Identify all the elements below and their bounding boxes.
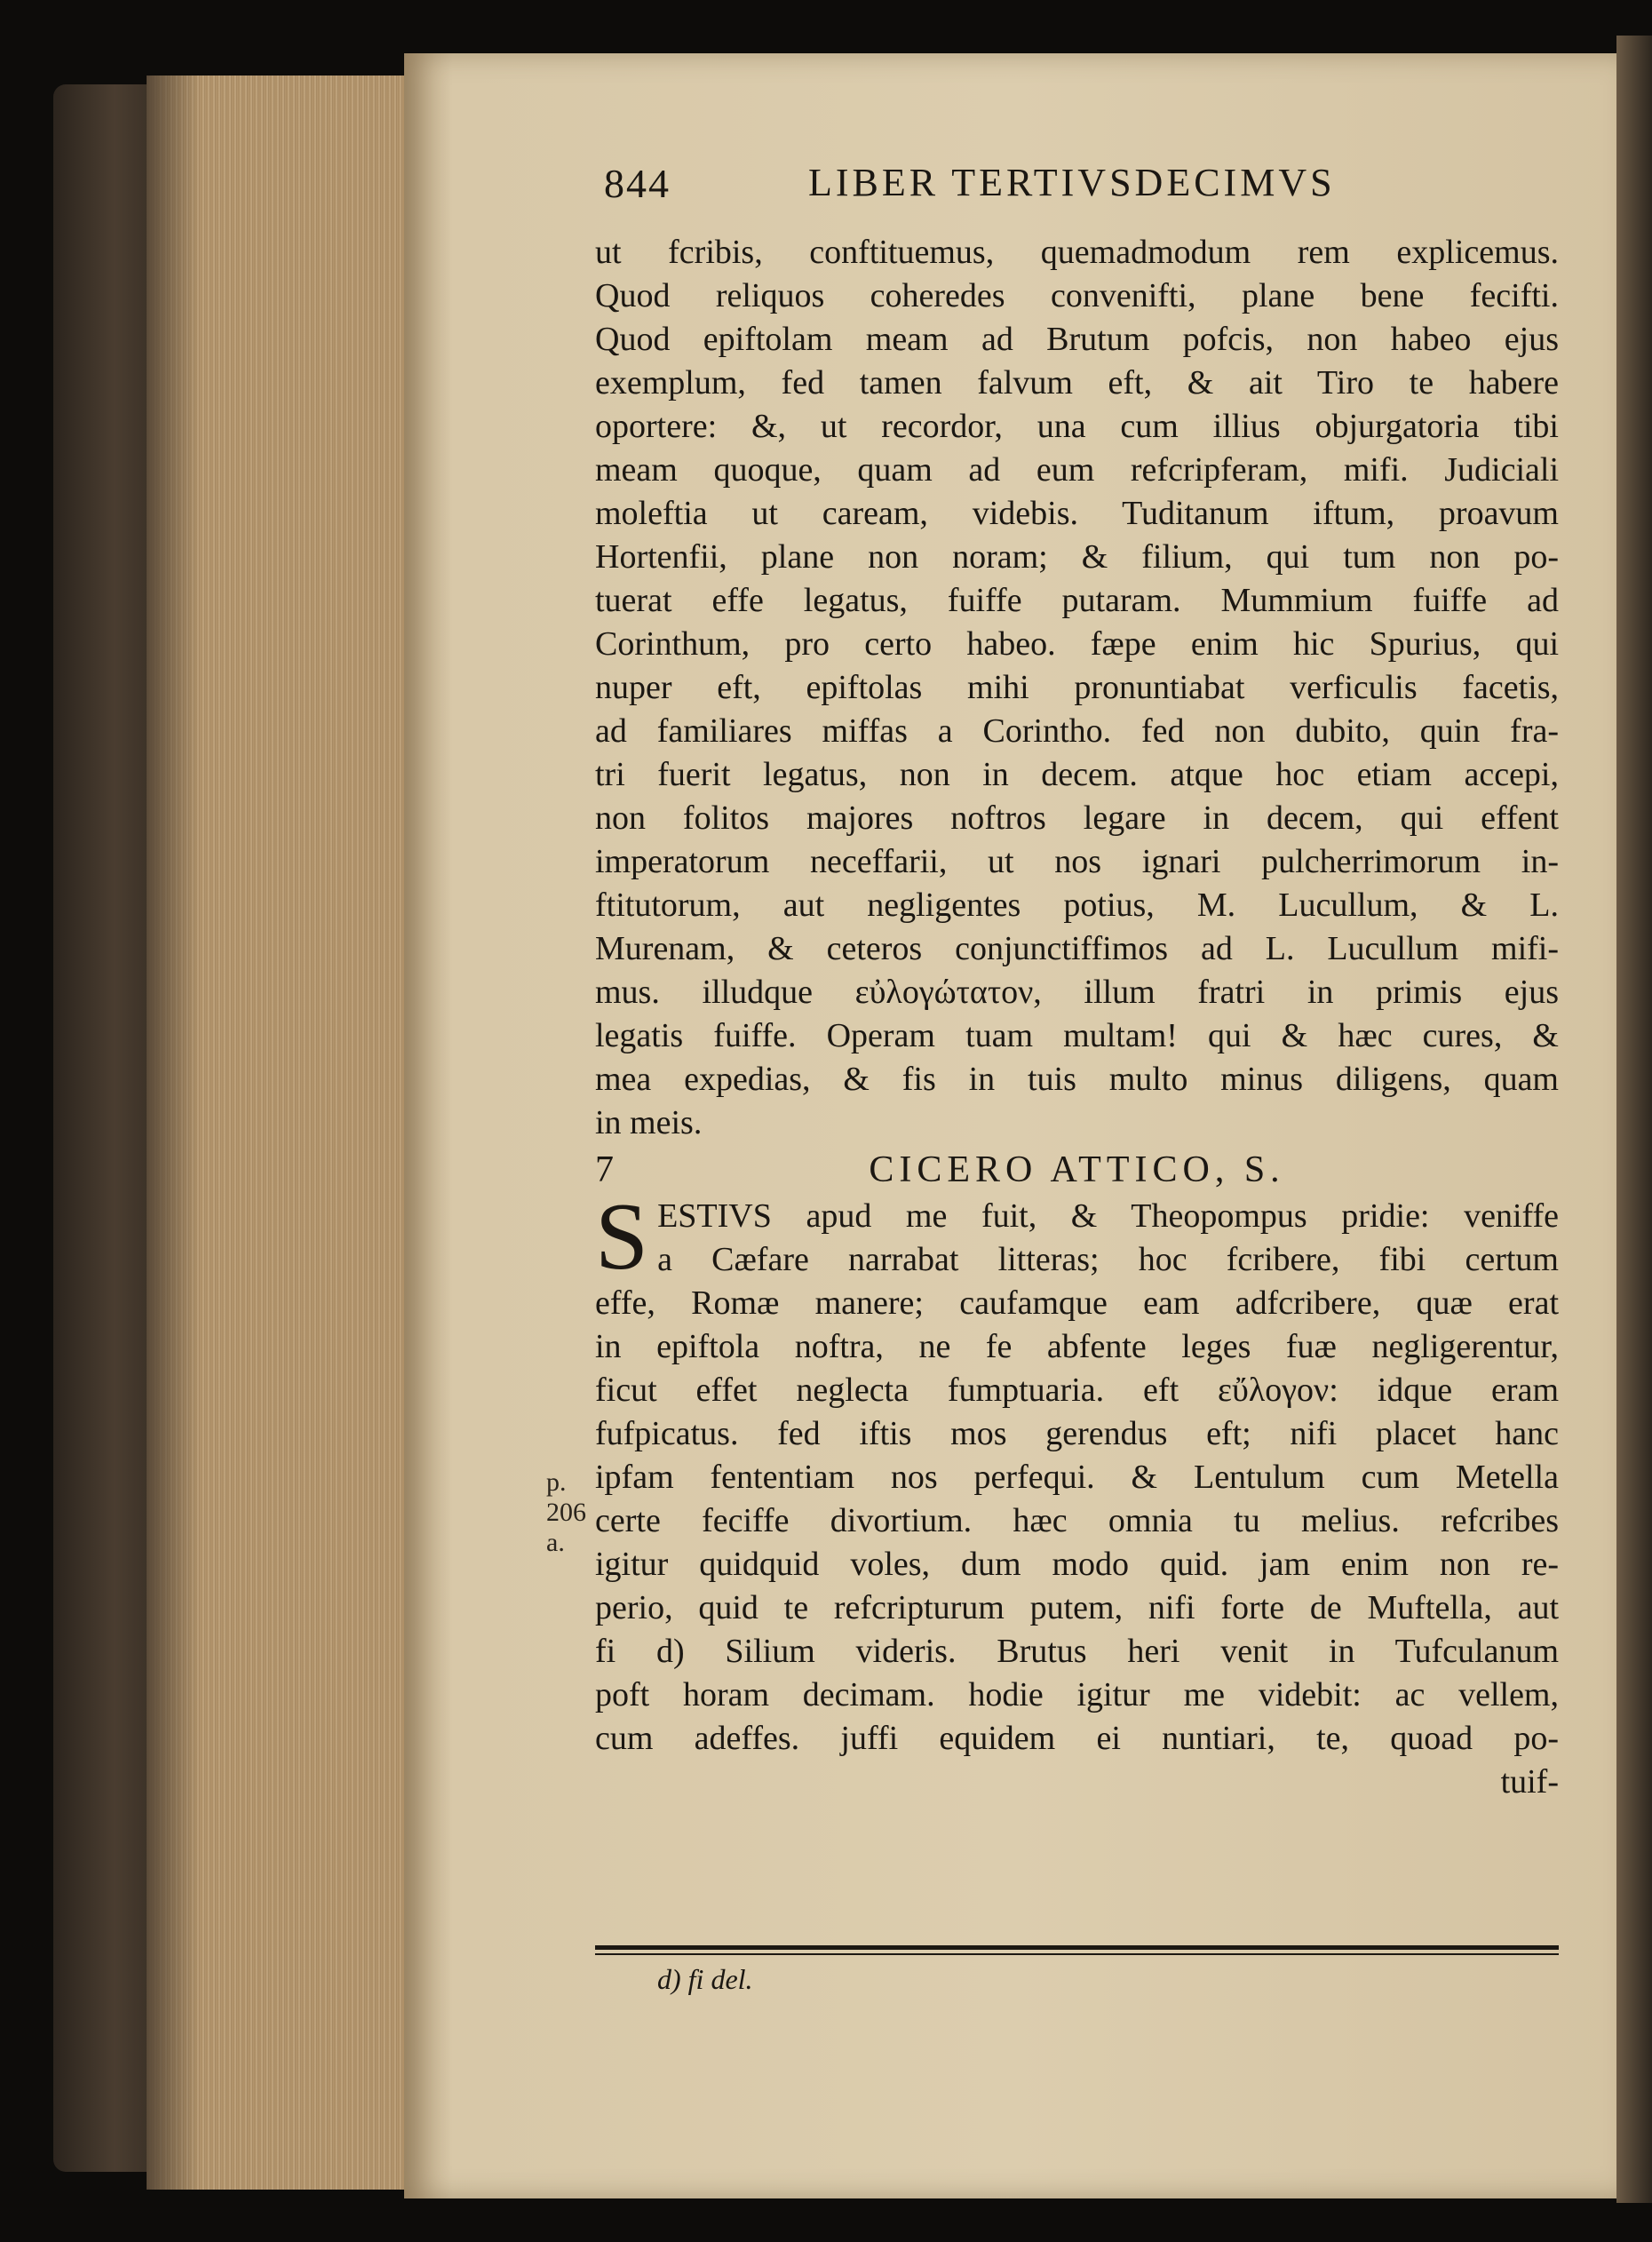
paragraph-2-opening (595, 1184, 1559, 1290)
text-line: Quod reliquos coheredes convenifti, plane bene fecifti. (595, 277, 1559, 314)
text-line: legatis fuiffe. Operam tuam multam! qui & hæc cures, & (595, 1017, 1559, 1054)
text-line: mea expedias, & fis in tuis multo minus diligens, quam (595, 1061, 1559, 1098)
facing-page-edge (1616, 36, 1652, 2203)
letter-number: 7 (595, 1149, 614, 1190)
margin-note-line: p. (546, 1467, 567, 1497)
text-line: fufpicatus. fed iftis mos gerendus eft; nifi placet hanc (595, 1415, 1559, 1452)
running-title: LIBER TERTIVSDECIMVS (808, 161, 1336, 204)
text-line: Hortenfii, plane non noram; & filium, qui tum non po- (595, 538, 1559, 576)
text-line: tri fuerit legatus, non in decem. atque hoc etiam accepi, (595, 756, 1559, 793)
margin-note (546, 1467, 586, 1558)
text-line: ftitutorum, aut negligentes potius, M. Lucullum, & L. (595, 886, 1559, 924)
text-line: Corinthum, pro certo habeo. fæpe enim hic Spurius, qui (595, 625, 1559, 663)
text-line: moleftia ut caream, videbis. Tuditanum iftum, proavum (595, 495, 1559, 532)
footnote-rule (595, 1945, 1559, 1950)
drop-cap: S (595, 1184, 649, 1290)
catchword: tuif- (1500, 1763, 1559, 1801)
text-line: exemplum, fed tamen falvum eft, & ait Tiro te habere (595, 364, 1559, 401)
text-line: certe feciffe divortium. hæc omnia tu melius. refcribes (595, 1502, 1559, 1539)
text-line: effe, Romæ manere; caufamque eam adfcribere, quæ erat (595, 1284, 1559, 1322)
text-line: oportere: &, ut recordor, una cum illius objurgatoria tibi (595, 408, 1559, 445)
footnote: d) fi del. (657, 1963, 753, 1995)
text-line: tuerat effe legatus, fuiffe putaram. Mummium fuiffe ad (595, 582, 1559, 619)
body-text (595, 231, 1559, 1804)
text-line: Murenam, & ceteros conjunctiffimos ad L. Lucullum mifi- (595, 930, 1559, 967)
letter-heading (595, 1145, 1559, 1195)
text-line: poft horam decimam. hodie igitur me videbit: ac vellem, (595, 1676, 1559, 1713)
page-number: 844 (604, 161, 671, 206)
text-line: ipfam fententiam nos perfequi. & Lentulum cum Metella (595, 1459, 1559, 1496)
book-cover-edge (53, 84, 155, 2172)
text-line: meam quoque, quam ad eum refcripferam, mifi. Judiciali (595, 451, 1559, 489)
footnote-rule-thin (595, 1953, 1559, 1955)
margin-note-line: a. (546, 1528, 565, 1557)
paragraph-2-first-lines (595, 1184, 1559, 1290)
text-line: fi d) Silium videris. Brutus heri venit in Tufculanum (595, 1633, 1559, 1670)
text-line: ESTIVS apud me fuit, & Theopompus pridie: veniffe (657, 1197, 1559, 1235)
paragraph-1 (595, 231, 1559, 1145)
text-line: ad familiares miffas a Corintho. fed non dubito, quin fra- (595, 712, 1559, 750)
paragraph-2 (595, 1282, 1559, 1761)
text-line: cum adeffes. juffi equidem ei nuntiari, te, quoad po- (595, 1720, 1559, 1757)
text-line: in epiftola noftra, ne fe abfente leges fuæ negligerentur, (595, 1328, 1559, 1365)
book-page (404, 53, 1616, 2198)
text-line: in meis. (595, 1104, 703, 1141)
text-line: ficut effet neglecta fumptuaria. eft εὔλογον: idque eram (595, 1371, 1559, 1409)
text-line: imperatorum neceffarii, ut nos ignari pulcherrimorum in- (595, 843, 1559, 880)
text-line: nuper eft, epiftolas mihi pronuntiabat verficulis facetis, (595, 669, 1559, 706)
text-line: mus. illudque εὐλογώτατον, illum fratri in primis ejus (595, 974, 1559, 1011)
text-line: perio, quid te refcripturum putem, nifi forte de Muftella, aut (595, 1589, 1559, 1626)
letter-title: CICERO ATTICO, S. (869, 1149, 1285, 1190)
text-line: ut fcribis, conftituemus, quemadmodum rem explicemus. (595, 234, 1559, 271)
text-line: non folitos majores noftros legare in decem, qui effent (595, 799, 1559, 837)
running-header (604, 160, 1563, 222)
text-line: Quod epiftolam meam ad Brutum pofcis, non habeo ejus (595, 321, 1559, 358)
page-edges (147, 76, 413, 2190)
margin-note-line: 206 (546, 1498, 586, 1527)
text-line: igitur quidquid voles, dum modo quid. jam enim non re- (595, 1546, 1559, 1583)
text-line: a Cæfare narrabat litteras; hoc fcribere, fibi certum (657, 1241, 1559, 1278)
